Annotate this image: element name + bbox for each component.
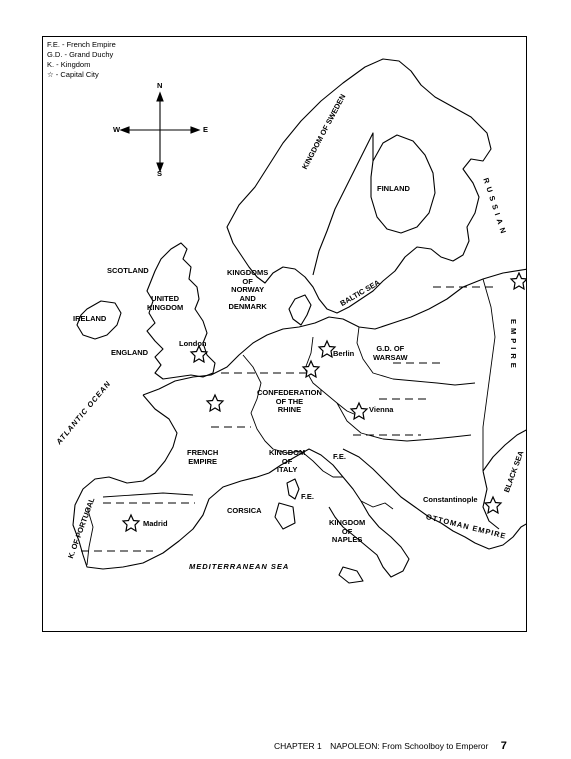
label-ottoman-empire: OTTOMAN EMPIRE xyxy=(425,512,508,541)
label-england: ENGLAND xyxy=(111,348,149,357)
star-icon xyxy=(303,361,319,377)
capital-vienna: Vienna xyxy=(369,405,394,414)
capital-madrid: Madrid xyxy=(143,519,168,528)
map-legend xyxy=(47,40,116,80)
capital-berlin: Berlin xyxy=(333,349,355,358)
compass-south: S xyxy=(157,169,163,178)
page-footer xyxy=(274,740,507,752)
label-rhine: CONFEDERATION OF THE RHINE xyxy=(257,388,322,414)
compass xyxy=(121,93,199,171)
star-icon xyxy=(207,395,223,411)
sicily xyxy=(339,567,363,583)
legend-item: F.E. - French Empire xyxy=(47,40,116,49)
capital-london: London xyxy=(179,339,207,348)
denmark xyxy=(289,295,311,325)
footer-page-number: 7 xyxy=(500,740,507,752)
compass-east: E xyxy=(203,125,209,134)
label-finland: FINLAND xyxy=(377,184,410,193)
label-russian: RUSSIAN xyxy=(481,176,510,239)
sardinia xyxy=(275,503,295,529)
sweden-border xyxy=(313,133,373,275)
map-frame xyxy=(42,36,527,632)
label-ireland: IRELAND xyxy=(73,314,107,323)
label-kingdom-italy: KINGDOM OF ITALY xyxy=(269,448,306,474)
star-icon xyxy=(351,403,367,419)
label-french-empire: FRENCH EMPIRE xyxy=(187,448,219,466)
biscay-coast xyxy=(73,395,269,569)
label-atlantic-ocean: ATLANTIC OCEAN xyxy=(54,378,113,447)
label-corsica: CORSICA xyxy=(227,506,262,515)
star-icon xyxy=(511,273,527,289)
footer-chapter: CHAPTER 1 xyxy=(274,741,322,751)
label-kingdom-naples: KINGDOM OF NAPLES xyxy=(329,518,366,544)
label-scotland: SCOTLAND xyxy=(107,266,149,275)
russia-west xyxy=(483,279,495,471)
label-empire: EMPIRE xyxy=(509,319,518,372)
legend-item: ☆ - Capital City xyxy=(47,70,99,79)
capital-constantinople: Constantinople xyxy=(423,495,478,504)
label-black-sea: BLACK SEA xyxy=(502,449,526,494)
continent-coast xyxy=(143,269,527,395)
compass-north: N xyxy=(157,81,163,90)
corsica xyxy=(287,479,299,499)
label-united-kingdom: UNITED KINGDOM xyxy=(147,294,184,312)
label-mediterranean: MEDITERRANEAN SEA xyxy=(189,562,290,571)
star-icon xyxy=(123,515,139,531)
label-baltic-sea: BALTIC SEA xyxy=(338,277,382,308)
border-pyrenees xyxy=(103,493,193,497)
label-fe-east: F.E. xyxy=(333,452,346,461)
label-sweden: KINGDOM OF SWEDEN xyxy=(300,92,348,171)
label-fe-south: F.E. xyxy=(301,492,314,501)
label-warsaw: G.D. OF WARSAW xyxy=(373,344,408,362)
label-portugal: K. OF PORTUGAL xyxy=(66,496,97,560)
label-norway-denmark: KINGDOMS OF NORWAY AND DENMARK xyxy=(227,268,269,311)
border-naples xyxy=(361,501,393,509)
legend-item: K. - Kingdom xyxy=(47,60,91,69)
star-icon xyxy=(485,497,501,513)
footer-title: NAPOLEON: From Schoolboy to Emperor xyxy=(330,741,489,751)
compass-west: W xyxy=(113,125,121,134)
legend-item: G.D. - Grand Duchy xyxy=(47,50,114,59)
